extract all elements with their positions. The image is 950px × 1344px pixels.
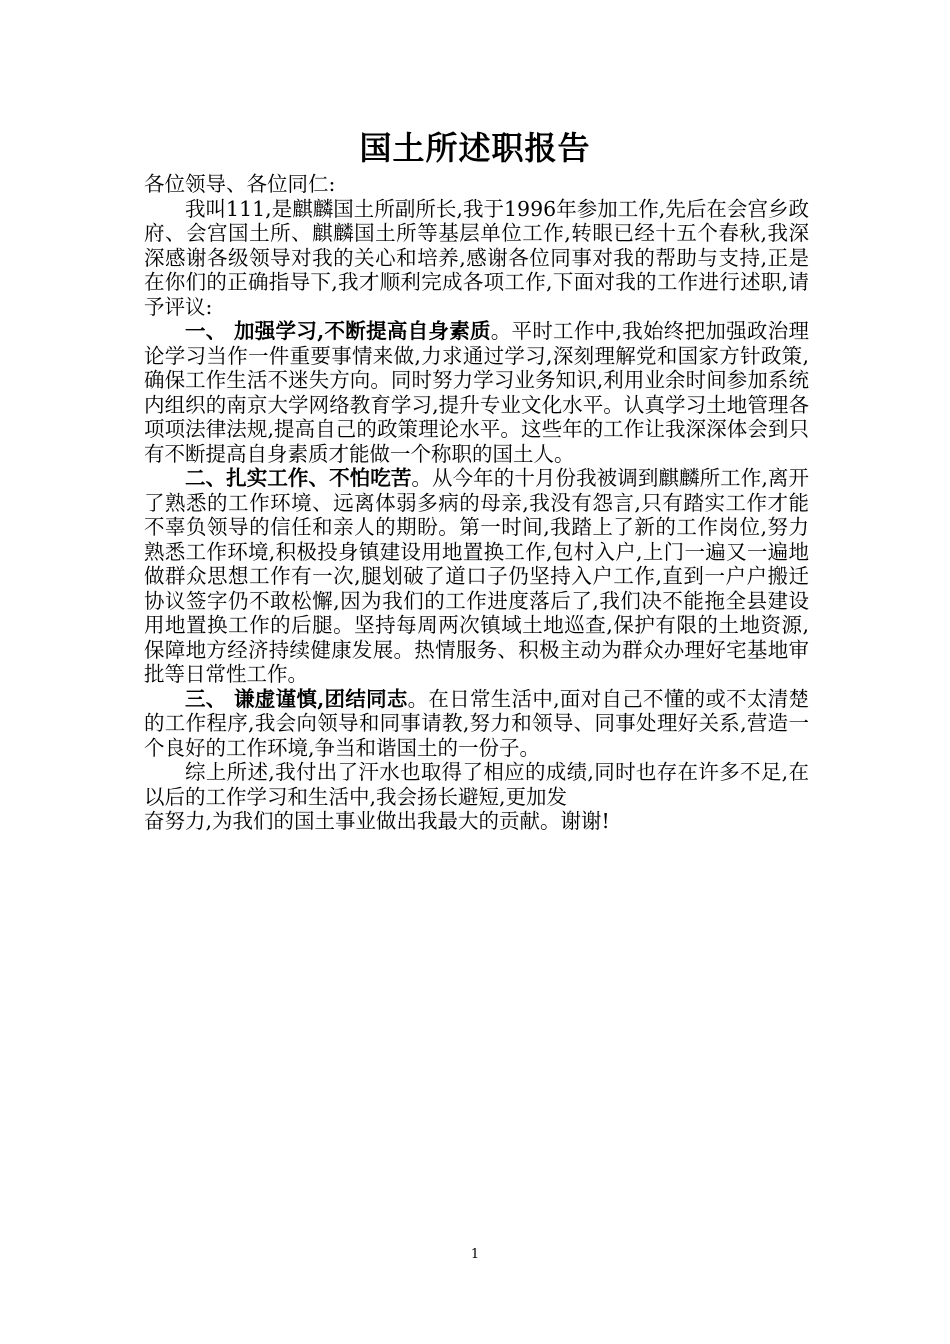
document-title: 国土所述职报告 xyxy=(359,129,591,167)
section-3-paragraph xyxy=(144,687,809,761)
page-number: 1 xyxy=(470,1247,480,1262)
section-3-text: 。在日常生活中,面对自己不懂的或不太清楚的工作程序,我会向领导和同事请教,努力和领导、同事处理好关系,营造一个良好的工作环境,争当和谐国土的一份子。 xyxy=(144,686,810,760)
section-2-text: 。从今年的十月份我被调到麒麟所工作,离开了熟悉的工作环境、远离体弱多病的母亲,我没有怨言,只有踏实工作才能不辜负领导的信任和亲人的期盼。第一时间,我踏上了新的工作岗位,努力熟悉工作环境,积极投身镇建设用地置换工作,包村入户,上门一遍又一遍地做群众思想工作有一次,腿划破了道口子仍坚持入户工作,直到一户户搬迁协议签字仍不敢松懈,因为我们的工作进度落后了,我们决不能拖全县建设用地置换工作的后腿。坚持每周两次镇域土地巡查,保护有限的土地资源,保障地方经济持续健康发展。热情服务、积极主动为群众办理好宅基地审批等日常性工作。 xyxy=(144,466,810,686)
section-2-heading: 二、扎实工作、不怕吃苦 xyxy=(185,466,412,490)
section-1-text: 。平时工作中,我始终把加强政治理论学习当作一件重要事情来做,力求通过学习,深刻理解党和国家方针政策,确保工作生活不迷失方向。同时努力学习业务知识,利用业余时间参加系统内组织的南京大学网络教育学习,提升专业文化水平。认真学习土地管理各项项法律法规,提高自己的政策理论水平。这些年的工作让我深深体会到只有不断提高自身素质才能做一个称职的国土人。 xyxy=(144,319,809,466)
salutation: 各位领导、各位同仁: xyxy=(144,172,336,196)
closing-paragraph: 综上所述,我付出了汗水也取得了相应的成绩,同时也存在许多不足,在以后的工作学习和生活中,我会扬长避短,更加发 xyxy=(144,760,809,809)
intro-paragraph: 我叫111,是麒麟国土所副所长,我于1996年参加工作,先后在会宫乡政府、会宫国土所、麒麟国土所等基层单位工作,转眼已经十五个春秋,我深深感谢各级领导对我的关心和培养,感谢各位同事对我的帮助与支持,正是在你们的正确指导下,我才顺利完成各项工作,下面对我的工作进行述职,请予评议: xyxy=(144,196,809,319)
document-body xyxy=(144,172,809,834)
section-3-heading: 三、 谦虚谨慎,团结同志 xyxy=(185,686,408,711)
section-1-heading: 一、 加强学习,不断提高自身素质 xyxy=(185,319,491,343)
section-1-paragraph xyxy=(144,319,809,466)
section-2-paragraph xyxy=(144,466,809,687)
closing-last-line: 奋努力,为我们的国土事业做出我最大的贡献。谢谢! xyxy=(144,809,610,833)
